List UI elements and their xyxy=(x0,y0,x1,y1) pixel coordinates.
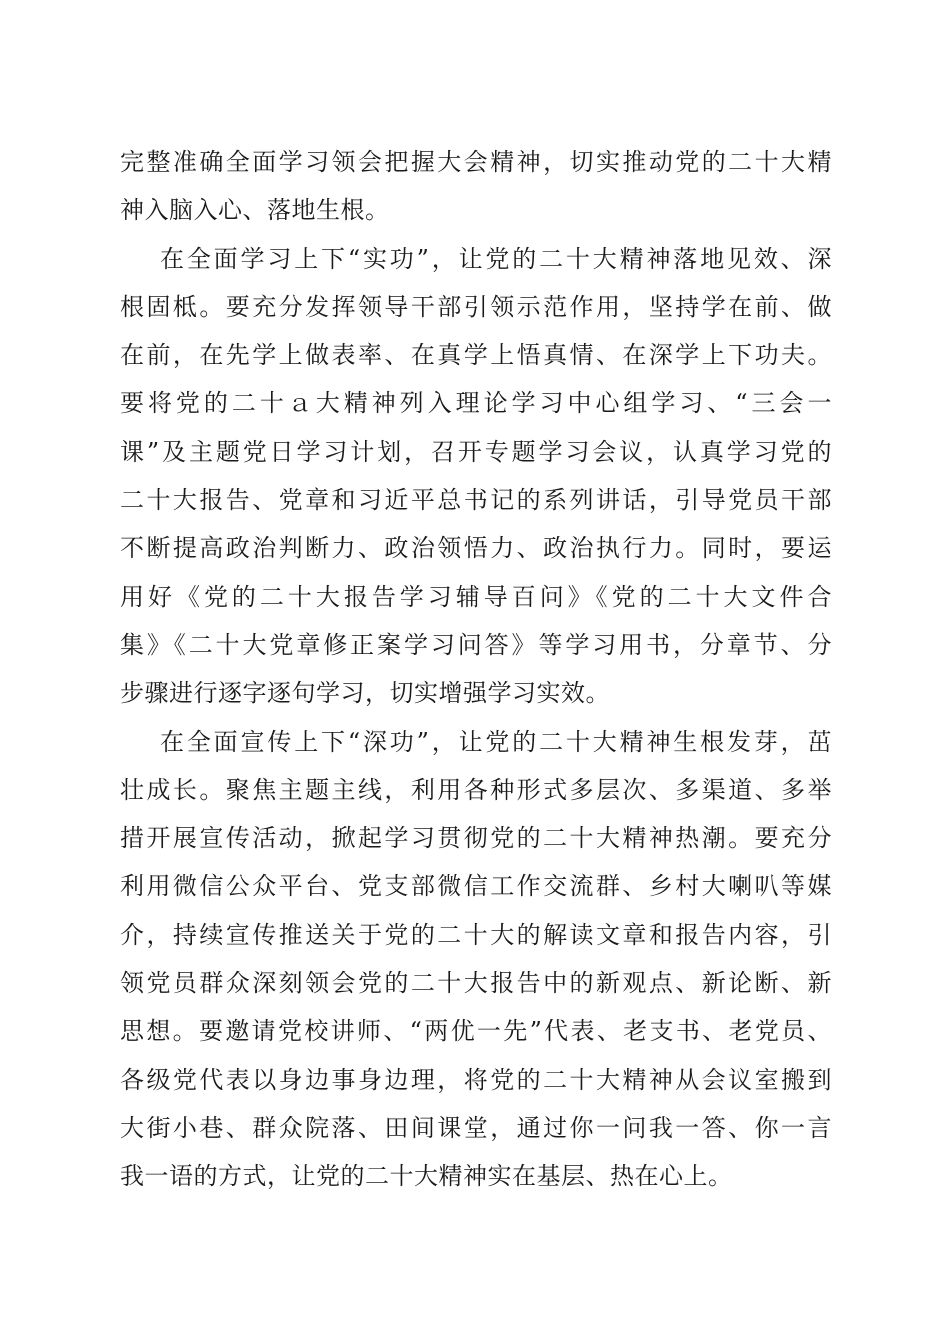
text-line: 步骤进行逐字逐句学习，切实增强学习实效。 xyxy=(120,679,610,708)
text-line: 各级党代表以身边事身边理，将党的二十大精神从会议室搬到 xyxy=(120,1065,832,1094)
text-line: 神入脑入心、落地生根。 xyxy=(120,196,390,225)
text-line: 领党员群众深刻领会党的二十大报告中的新观点、新论断、新 xyxy=(120,969,832,998)
text-line: 在全面学习上下“实功”，让党的二十大精神落地见效、深 xyxy=(160,244,832,273)
paragraph-1 xyxy=(120,138,832,235)
text-line: 用好《党的二十大报告学习辅导百问》《党的二十大文件合 xyxy=(120,582,832,611)
text-line: 我一语的方式，让党的二十大精神实在基层、热在心上。 xyxy=(120,1162,733,1191)
text-line: 根固柢。要充分发挥领导干部引领示范作用，坚持学在前、做 xyxy=(120,292,832,321)
text-line: 课”及主题党日学习计划，召开专题学习会议，认真学习党的 xyxy=(120,437,832,466)
text-line: 大街小巷、群众院落、田间课堂，通过你一问我一答、你一言 xyxy=(120,1113,832,1142)
text-line: 措开展宣传活动，掀起学习贯彻党的二十大精神热潮。要充分 xyxy=(120,824,832,853)
document-body xyxy=(120,138,832,1201)
text-line: 二十大报告、党章和习近平总书记的系列讲话，引导党员干部 xyxy=(120,486,832,515)
text-line: 要将党的二十ａ大精神列入理论学习中心组学习、“三会一 xyxy=(120,389,832,418)
text-line: 不断提高政治判断力、政治领悟力、政治执行力。同时，要运 xyxy=(120,534,832,563)
paragraph-2 xyxy=(120,235,832,718)
text-line: 壮成长。聚焦主题主线，利用各种形式多层次、多渠道、多举 xyxy=(120,775,832,804)
paragraph-3 xyxy=(120,718,832,1201)
text-line: 介，持续宣传推送关于党的二十大的解读文章和报告内容，引 xyxy=(120,920,832,949)
text-line: 思想。要邀请党校讲师、“两优一先”代表、老支书、老党员、 xyxy=(120,1017,832,1046)
text-line: 在前，在先学上做表率、在真学上悟真情、在深学上下功夫。 xyxy=(120,341,832,370)
text-line: 集》《二十大党章修正案学习问答》等学习用书，分章节、分 xyxy=(120,630,832,659)
text-line: 在全面宣传上下“深功”，让党的二十大精神生根发芽，茁 xyxy=(160,727,832,756)
text-line: 利用微信公众平台、党支部微信工作交流群、乡村大喇叭等媒 xyxy=(120,872,832,901)
text-line: 完整准确全面学习领会把握大会精神，切实推动党的二十大精 xyxy=(120,148,832,176)
